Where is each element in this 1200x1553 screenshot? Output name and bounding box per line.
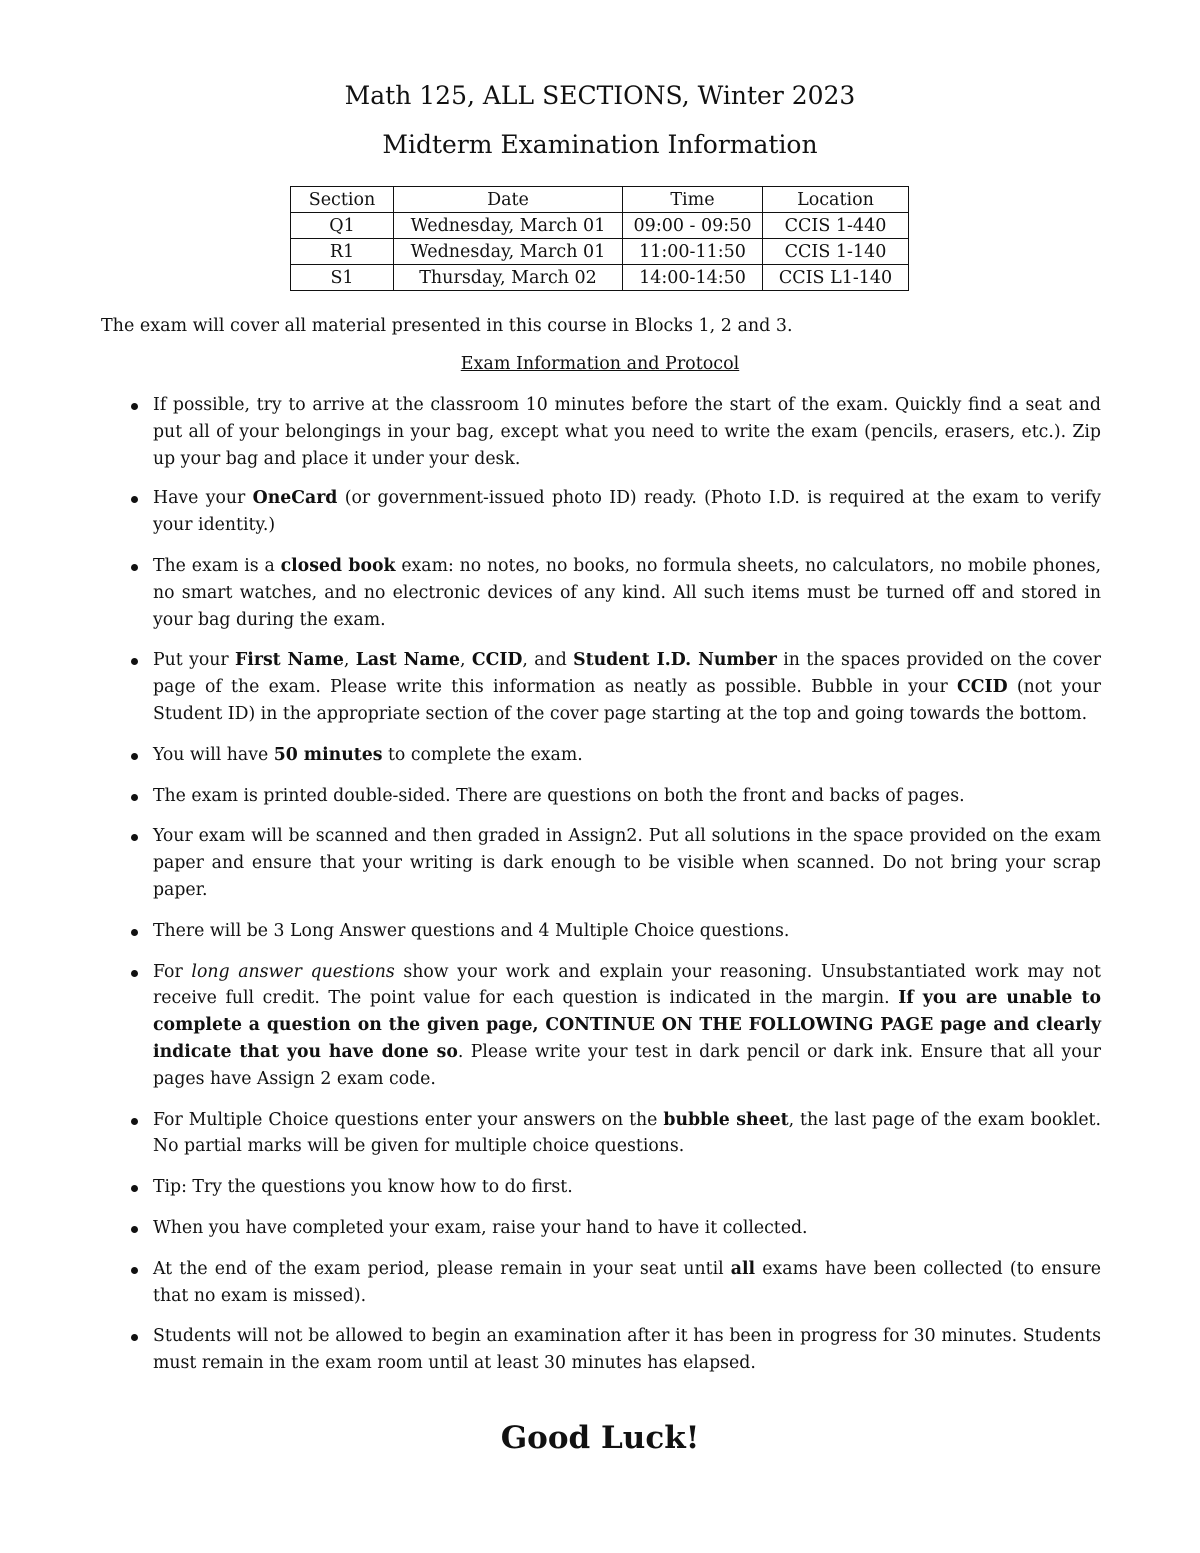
rule-text: exam: no notes, no books, no formula sheets, no calculators, no mobile phones, no smart watches, and no electronic devices of any kind. All such items must be turned off and stored in your bag during the exam. [153,555,1101,630]
rule-emphasis: CCID [957,677,1008,698]
list-item [131,1323,1101,1377]
rule-emphasis: If you are unable to complete a question on the given page, CONTINUE ON THE FOLLOWING PAGE page and clearly indicate that you have done so [153,988,1101,1062]
rule-emphasis: bubble sheet [663,1109,789,1130]
rule-text: Put your [153,650,236,671]
column-header-date: Date [394,187,623,213]
rule-text: , [459,650,472,671]
list-item [131,1215,1101,1242]
bullet-icon [131,1334,138,1341]
list-item [131,485,1101,539]
cell-section: S1 [291,265,394,291]
rule-text: For Multiple Choice questions enter your answers on the [153,1109,664,1130]
rule-emphasis: Last Name [355,650,460,671]
protocol-heading: Exam Information and Protocol [460,354,740,374]
protocol-list [131,392,1101,1377]
bullet-icon [131,658,138,665]
rule-emphasis: OneCard [252,488,338,509]
document-title: Math 125, ALL SECTIONS, Winter 2023 [344,81,856,110]
list-item [131,392,1101,472]
rule-emphasis: all [730,1258,756,1279]
rule-text: The exam is a [153,555,281,576]
rule-text: You will have [153,744,274,765]
cell-date: Thursday, March 02 [394,265,623,291]
column-header-time: Time [623,187,763,213]
cell-time: 09:00 - 09:50 [623,213,763,239]
bullet-icon [131,1226,138,1233]
rule-text: . Please write your test in dark pencil or dark ink. Ensure that all your pages have Assign 2 exam code. [153,1041,1102,1089]
list-item [131,742,1101,769]
cell-time: 11:00-11:50 [623,239,763,265]
list-item [131,959,1101,1093]
rule-text: For [153,961,192,982]
column-header-section: Section [291,187,394,213]
rule-text: , and [522,650,574,671]
column-header-location: Location [763,187,909,213]
bullet-icon [131,1118,138,1125]
rule-emphasis: closed book [280,555,396,576]
table-row [291,239,909,265]
bullet-icon [131,753,138,760]
table-row [291,265,909,291]
rule-emphasis: First Name [235,650,344,671]
bullet-icon [131,834,138,841]
table-row [291,213,909,239]
cell-location: CCIS 1-140 [763,239,909,265]
coverage-statement: The exam will cover all material presented in this course in Blocks 1, 2 and 3. [101,316,793,336]
schedule-table [290,186,909,291]
cell-section: R1 [291,239,394,265]
rule-text: When you have completed your exam, raise your hand to have it collected. [153,1217,808,1238]
list-item [131,1256,1101,1310]
document-subtitle: Midterm Examination Information [382,130,818,159]
rule-text: to complete the exam. [382,744,583,765]
rule-emphasis: Student I.D. Number [573,650,777,671]
rule-text: There will be 3 Long Answer questions and 4 Multiple Choice questions. [153,920,790,941]
rule-text: The exam is printed double-sided. There are questions on both the front and backs of pages. [153,785,965,806]
list-item [131,1174,1101,1201]
closing-message: Good Luck! [500,1420,700,1456]
list-item [131,647,1101,727]
cell-location: CCIS L1-140 [763,265,909,291]
cell-section: Q1 [291,213,394,239]
list-item [131,918,1101,945]
cell-time: 14:00-14:50 [623,265,763,291]
list-item [131,1107,1101,1161]
rule-text: , the last page of the exam booklet. No partial marks will be given for multiple choice questions. [153,1109,1101,1157]
rule-text: Tip: Try the questions you know how to do first. [153,1177,573,1198]
schedule-header-row [291,187,909,213]
cell-date: Wednesday, March 01 [394,213,623,239]
rule-text: in the spaces provided on the cover page of the exam. Please write this information as neatly as possible. Bubble in your [153,650,1102,698]
bullet-icon [131,794,138,801]
bullet-icon [131,496,138,503]
list-item [131,553,1101,633]
cell-location: CCIS 1-440 [763,213,909,239]
rule-text: Students will not be allowed to begin an examination after it has been in progress for 30 minutes. Students must remain in the exam room until at least 30 minutes has elapsed. [153,1326,1101,1374]
rule-text: , [343,650,356,671]
rule-text: show your work and explain your reasoning. Unsubstantiated work may not receive full credit. The point value for each question is indicated in the margin. [153,961,1101,1009]
rule-text: (or government-issued photo ID) ready. (Photo I.D. is required at the exam to verify your identity.) [153,488,1101,536]
rule-text: If possible, try to arrive at the classroom 10 minutes before the start of the exam. Quickly find a seat and put all of your belongings in your bag, except what you need to write the exam (pencils, erasers, etc.). Zip up your bag and place it under your desk. [153,395,1101,469]
rule-emphasis: 50 minutes [273,744,383,765]
list-item [131,823,1101,903]
bullet-icon [131,1267,138,1274]
rule-text: exams have been collected (to ensure that no exam is missed). [153,1258,1101,1306]
bullet-icon [131,929,138,936]
rule-text: At the end of the exam period, please remain in your seat until [153,1258,731,1279]
list-item [131,783,1101,810]
rule-text: Your exam will be scanned and then graded in Assign2. Put all solutions in the space provided on the exam paper and ensure that your writing is dark enough to be visible when scanned. Do not bring your scrap paper. [153,826,1101,900]
rule-text: Have your [153,488,253,509]
bullet-icon [131,403,138,410]
bullet-icon [131,970,138,977]
bullet-icon [131,1185,138,1192]
rule-italic: long answer questions [191,961,395,982]
cell-date: Wednesday, March 01 [394,239,623,265]
rule-text: (not your Student ID) in the appropriate section of the cover page starting at the top and going towards the bottom. [153,677,1101,724]
rule-emphasis: CCID [471,650,523,671]
bullet-icon [131,564,138,571]
